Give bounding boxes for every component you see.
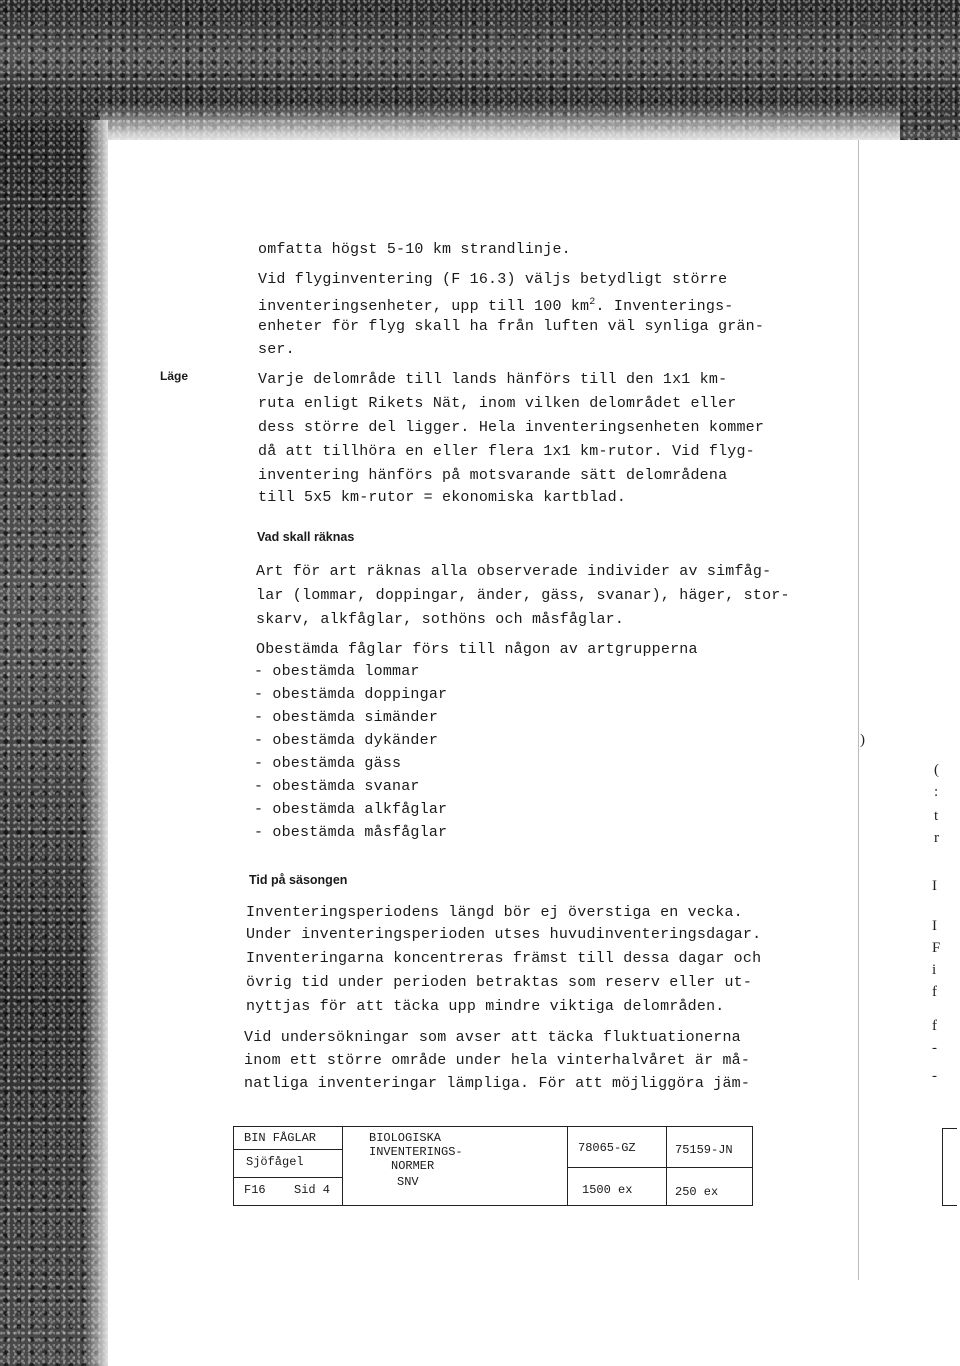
text-line: ruta enligt Rikets Nät, inom vilken delområdet eller	[258, 395, 737, 412]
card-series-label: BIN FÅGLAR	[244, 1131, 317, 1145]
text-line: natliga inventeringar lämpliga. För att möjliggöra jäm-	[244, 1075, 751, 1092]
margin-glyph: r	[934, 830, 939, 846]
margin-glyph: F	[932, 940, 941, 956]
text-line: inventeringsenheter, upp till 100 $km^2$. Inventerings-	[258, 297, 734, 315]
margin-glyph: I	[932, 918, 937, 934]
card-code: 75159-JN	[675, 1143, 733, 1157]
margin-glyph: )	[860, 732, 865, 748]
list-item: - obestämda måsfåglar	[254, 824, 448, 841]
text-line: Obestämda fåglar förs till någon av artgrupperna	[256, 641, 698, 658]
text-line: Vid flyginventering (F 16.3) väljs betydligt större	[258, 271, 728, 288]
text-line: ser.	[258, 341, 295, 358]
margin-glyph: :	[934, 784, 939, 800]
card-cell-code1	[567, 1126, 667, 1206]
margin-glyph: I	[932, 878, 937, 894]
right-margin-strip	[860, 150, 960, 1350]
margin-glyph: -	[932, 1040, 937, 1056]
card-subject-label: Sjöfågel	[246, 1155, 304, 1169]
margin-glyph: (	[934, 762, 939, 778]
list-item: - obestämda svanar	[254, 778, 420, 795]
text-line: övrig tid under perioden betraktas som reserv eller ut-	[246, 974, 753, 991]
text-line: Varje delområde till lands hänförs till den 1x1 km-	[258, 371, 728, 388]
text-line: dess större del ligger. Hela inventeringsenheten kommer	[258, 419, 765, 436]
scan-border-left	[0, 120, 108, 1366]
card-code: 78065-GZ	[578, 1141, 636, 1155]
text-line: Inventeringsperiodens längd bör ej överstiga en vecka.	[246, 904, 743, 921]
text-line: Vid undersökningar som avser att täcka fluktuationerna	[244, 1029, 741, 1046]
card-page-label: Sid 4	[294, 1183, 331, 1197]
text-line: Under inventeringsperioden utses huvudinventeringsdagar.	[246, 926, 762, 943]
list-item: - obestämda gäss	[254, 755, 402, 772]
text-line: nyttjas för att täcka upp mindre viktiga delområden.	[246, 998, 725, 1015]
section-heading: Vad skall räknas	[257, 530, 355, 544]
card-publisher-line: INVENTERINGS-	[369, 1145, 463, 1159]
text-line: då att tillhöra en eller flera 1x1 km-rutor. Vid flyg-	[258, 443, 755, 460]
card-publisher-line: BIOLOGISKA	[369, 1131, 442, 1145]
text-line: omfatta högst 5-10 km strandlinje.	[258, 241, 571, 258]
catalog-card	[233, 1126, 753, 1206]
card-cell-publisher	[342, 1126, 568, 1206]
margin-bracket	[942, 1128, 957, 1206]
card-section-label: F16	[244, 1183, 266, 1197]
margin-label-lage: Läge	[160, 369, 189, 383]
card-copies: 1500 ex	[582, 1183, 633, 1197]
text-line: till 5x5 km-rutor = ekonomiska kartblad.	[258, 489, 627, 506]
margin-glyph: i	[932, 962, 937, 978]
text-line: Art för art räknas alla observerade individer av simfåg-	[256, 563, 772, 580]
margin-glyph: f	[932, 1018, 937, 1034]
scan-border-top	[0, 0, 960, 140]
card-copies: 250 ex	[675, 1185, 719, 1199]
list-item: - obestämda alkfåglar	[254, 801, 448, 818]
text-line: Inventeringarna koncentreras främst till dessa dagar och	[246, 950, 762, 967]
list-item: - obestämda simänder	[254, 709, 439, 726]
card-publisher-line: NORMER	[391, 1159, 435, 1173]
text-line: inom ett större område under hela vinterhalvåret är må-	[244, 1052, 751, 1069]
list-item: - obestämda dykänder	[254, 732, 439, 749]
card-cell-code2	[666, 1126, 753, 1206]
margin-glyph: f	[932, 984, 937, 1000]
list-item: - obestämda doppingar	[254, 686, 448, 703]
text-line: inventering hänförs på motsvarande sätt delområdena	[258, 467, 728, 484]
text-line: lar (lommar, doppingar, änder, gäss, svanar), häger, stor-	[256, 587, 790, 604]
card-cell-series	[233, 1126, 343, 1206]
card-publisher-line: SNV	[397, 1175, 419, 1189]
margin-glyph: t	[934, 808, 939, 824]
superscript: 2	[589, 297, 596, 308]
page-edge-line	[858, 140, 859, 1280]
text-line: enheter för flyg skall ha från luften väl synliga grän-	[258, 318, 765, 335]
margin-glyph: -	[932, 1068, 937, 1084]
section-heading: Tid på säsongen	[249, 873, 348, 887]
text-line: skarv, alkfåglar, sothöns och måsfåglar.	[256, 611, 625, 628]
list-item: - obestämda lommar	[254, 663, 420, 680]
